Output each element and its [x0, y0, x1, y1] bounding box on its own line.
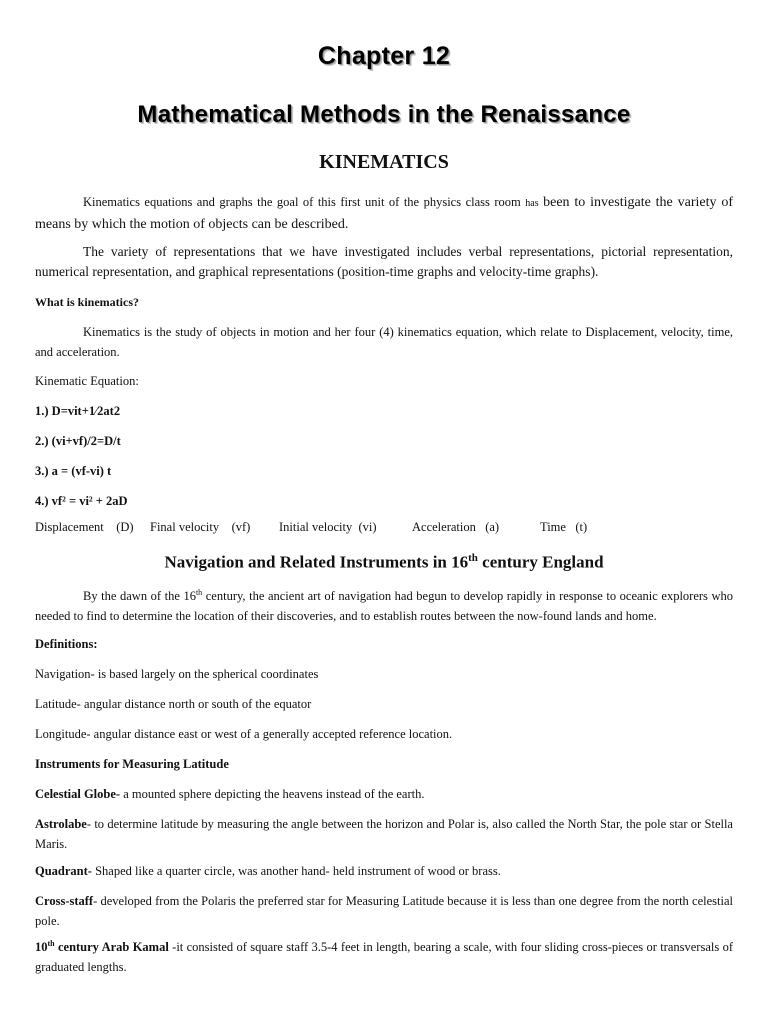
- para1-end: been to investigate the variety of means by which the motion of objects can be described.: [35, 195, 734, 232]
- equation-4: 4.) vf² = vi² + 2aD: [35, 494, 128, 508]
- instrument-arab-kamal: 10th century Arab Kamal -it consisted of square staff 3.5-4 feet in length, bearing a scale, with four sliding cross-pieces or transversals of graduated lengths.: [35, 938, 733, 974]
- instruments-heading: Instruments for Measuring Latitude: [35, 757, 229, 771]
- navigation-intro-paragraph: By the dawn of the 16th century, the ancient art of navigation had begun to develop rapidly in response to oceanic explorers who needed to find to determine the location of their discoveries, and to establish routes between the now-found lands and home.: [35, 587, 733, 623]
- instrument-cross-staff: Cross-staff- developed from the Polaris the preferred star for Measuring Latitude because it is less than one degree from the north celestial pole.: [35, 894, 733, 928]
- definition-longitude: Longitude- angular distance east or west of a generally accepted reference location.: [35, 727, 453, 741]
- kinematic-equation-label: Kinematic Equation:: [35, 374, 139, 388]
- navigation-title: Navigation and Related Instruments in 16th century England: [164, 552, 604, 572]
- instrument-astrolabe: Astrolabe- to determine latitude by measuring the angle between the horizon and Polar is, also called the North Star, the pole star or Stella Maris.: [35, 817, 733, 851]
- para1-has: has: [525, 198, 539, 209]
- kinematics-paragraph-1: [35, 192, 733, 235]
- equation-2: 2.) (vi+vf)/2=D/t: [35, 434, 121, 448]
- definitions-heading: Definitions:: [35, 637, 98, 651]
- chapter-heading: Chapter 12: [317, 42, 451, 70]
- chapter-subtitle: Mathematical Methods in the Renaissance: [137, 101, 631, 128]
- definition-navigation: Navigation- is based largely on the spherical coordinates: [35, 667, 319, 681]
- variable-time: Time (t): [540, 520, 588, 534]
- para1-start: Kinematics equations and graphs the goal of this first unit of the physics class room: [83, 195, 521, 209]
- variable-acceleration: Acceleration (a): [412, 520, 500, 534]
- equation-1: 1.) D=vit+1⁄2at2: [35, 404, 121, 418]
- what-is-kinematics-heading: What is kinematics?: [35, 295, 140, 309]
- kinematics-title: KINEMATICS: [319, 151, 449, 173]
- variable-initial-velocity: Initial velocity (vi): [279, 520, 377, 534]
- definition-latitude: Latitude- angular distance north or south of the equator: [35, 697, 312, 711]
- kinematics-paragraph-2: The variety of representations that we have investigated includes verbal representations, pictorial representation, numerical representation, and graphical representations (position-time graphs and velocity-time graphs).: [35, 244, 733, 279]
- variable-final-velocity: Final velocity (vf): [150, 520, 251, 534]
- instrument-quadrant: Quadrant- Shaped like a quarter circle, was another hand- held instrument of wood or brass.: [35, 864, 501, 878]
- variable-displacement: Displacement (D): [35, 520, 134, 534]
- instrument-celestial-globe: Celestial Globe- a mounted sphere depicting the heavens instead of the earth.: [35, 787, 425, 801]
- what-is-kinematics-paragraph: Kinematics is the study of objects in motion and her four (4) kinematics equation, which relate to Displacement, velocity, time, and acceleration.: [35, 325, 733, 359]
- equation-3: 3.) a = (vf-vi) t: [35, 464, 112, 478]
